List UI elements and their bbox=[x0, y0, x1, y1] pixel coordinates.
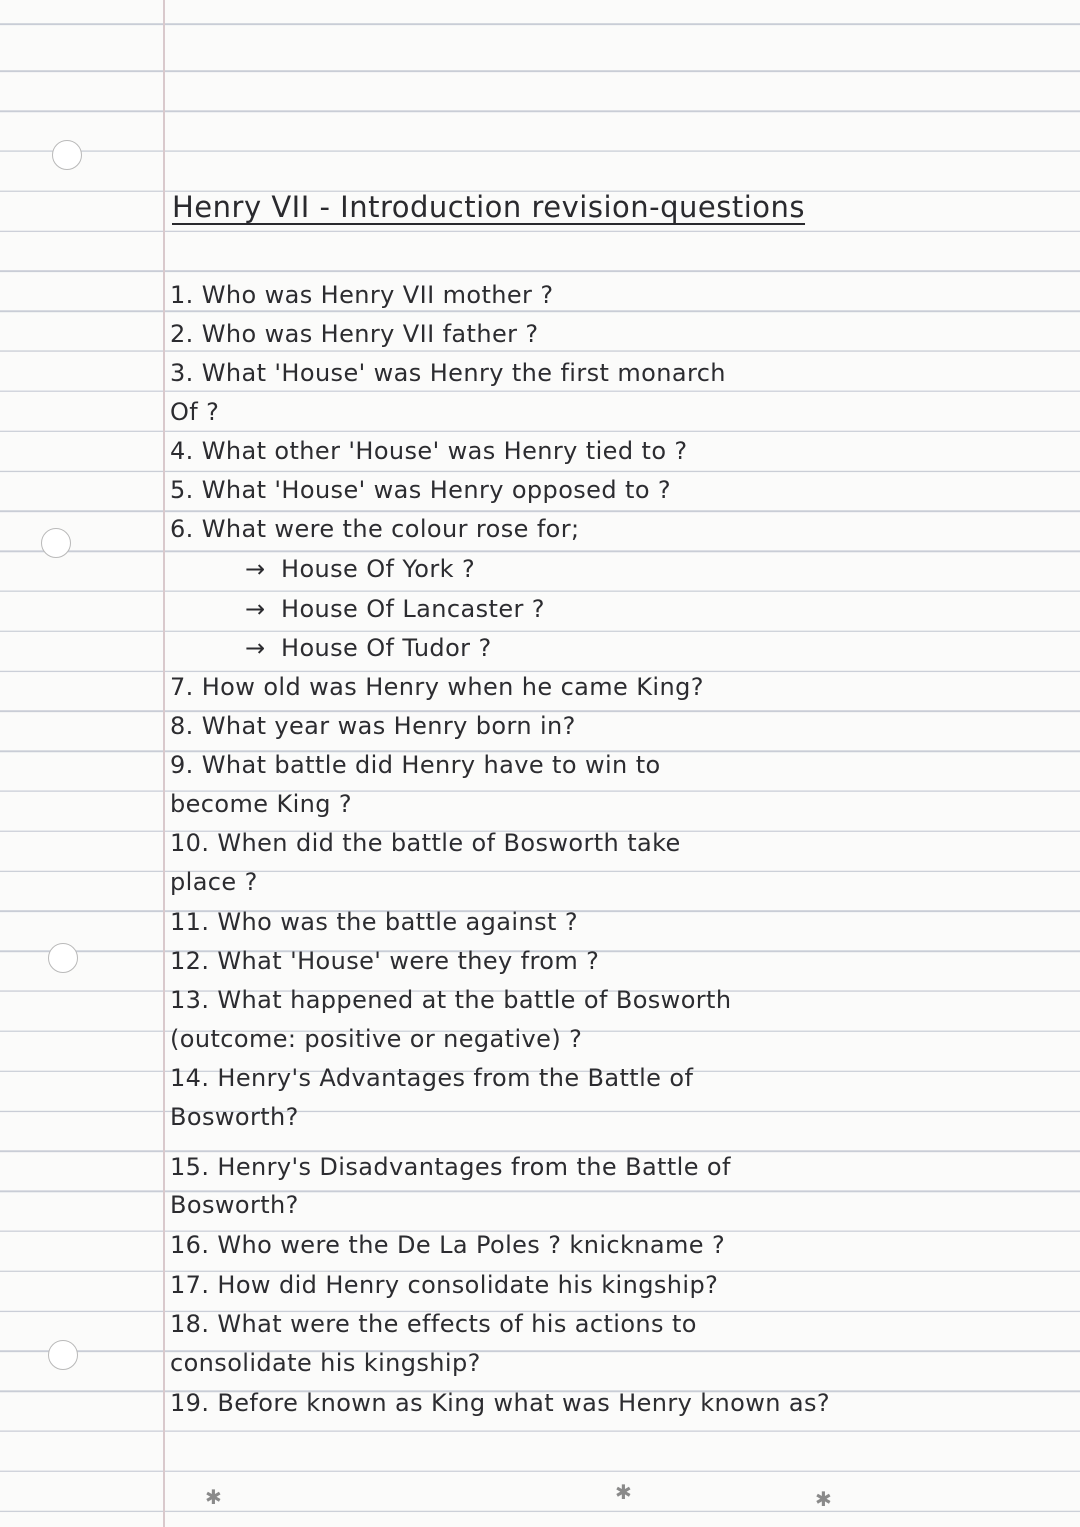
punch-hole-icon bbox=[52, 140, 82, 170]
sub-question-line bbox=[245, 550, 475, 588]
question-line: 17. How did Henry consolidate his kingship? bbox=[170, 1271, 719, 1299]
question-line: 16. Who were the De La Poles ? knickname ? bbox=[170, 1231, 726, 1259]
margin-line bbox=[163, 0, 165, 1527]
question-line: Bosworth? bbox=[170, 1103, 299, 1131]
question-line: (outcome: positive or negative) ? bbox=[170, 1025, 583, 1053]
question-line: consolidate his kingship? bbox=[170, 1349, 481, 1377]
question-line: 10. When did the battle of Bosworth take bbox=[170, 829, 681, 857]
question-line: become King ? bbox=[170, 790, 353, 818]
arrow-icon: → bbox=[245, 555, 266, 583]
sub-question-text: House Of Lancaster ? bbox=[281, 595, 545, 623]
question-line: 6. What were the colour rose for; bbox=[170, 515, 580, 543]
star-doodle-icon: ✱ bbox=[815, 1487, 832, 1511]
punch-hole-icon bbox=[41, 528, 71, 558]
arrow-icon: → bbox=[245, 595, 266, 623]
sub-question-line bbox=[245, 590, 545, 628]
question-line: 9. What battle did Henry have to win to bbox=[170, 751, 661, 779]
question-line: 7. How old was Henry when he came King? bbox=[170, 673, 704, 701]
question-line: 15. Henry's Disadvantages from the Battle of bbox=[170, 1153, 731, 1181]
question-line: 19. Before known as King what was Henry known as? bbox=[170, 1389, 831, 1417]
question-line: 5. What 'House' was Henry opposed to ? bbox=[170, 476, 672, 504]
question-line: place ? bbox=[170, 868, 258, 896]
question-line: Of ? bbox=[170, 398, 220, 426]
star-doodle-icon: ✱ bbox=[615, 1480, 632, 1504]
punch-hole-icon bbox=[48, 1340, 78, 1370]
sub-question-text: House Of Tudor ? bbox=[281, 634, 492, 662]
question-line: 8. What year was Henry born in? bbox=[170, 712, 576, 740]
question-line: 12. What 'House' were they from ? bbox=[170, 947, 600, 975]
question-line: 3. What 'House' was Henry the first monarch bbox=[170, 359, 726, 387]
star-doodle-icon: ✱ bbox=[205, 1485, 222, 1509]
page-title: Henry VII - Introduction revision-questions bbox=[172, 190, 806, 224]
question-line: 1. Who was Henry VII mother ? bbox=[170, 281, 554, 309]
question-line: 11. Who was the battle against ? bbox=[170, 908, 578, 936]
question-line: 13. What happened at the battle of Bosworth bbox=[170, 986, 732, 1014]
sub-question-line bbox=[245, 629, 492, 667]
sub-question-text: House Of York ? bbox=[281, 555, 476, 583]
question-line: 2. Who was Henry VII father ? bbox=[170, 320, 539, 348]
question-line: 4. What other 'House' was Henry tied to ? bbox=[170, 437, 688, 465]
punch-hole-icon bbox=[48, 943, 78, 973]
question-line: Bosworth? bbox=[170, 1191, 299, 1219]
question-line: 14. Henry's Advantages from the Battle of bbox=[170, 1064, 694, 1092]
arrow-icon: → bbox=[245, 634, 266, 662]
question-line: 18. What were the effects of his actions to bbox=[170, 1310, 697, 1338]
